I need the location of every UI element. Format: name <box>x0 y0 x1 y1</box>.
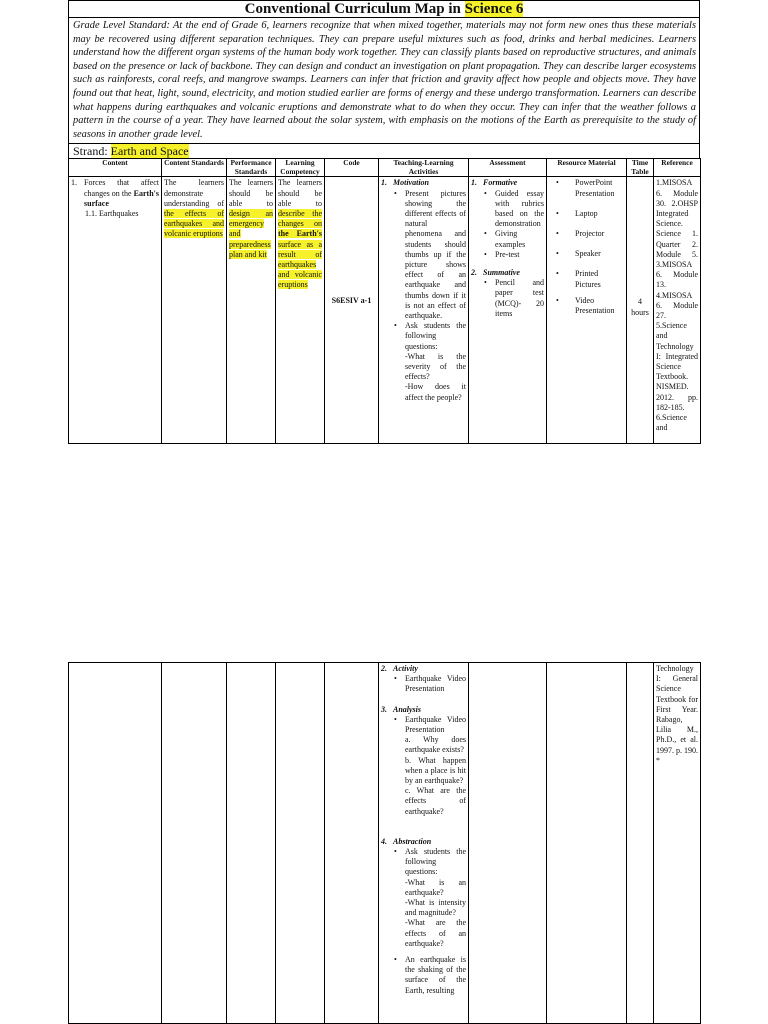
tla-step-analysis <box>381 705 466 817</box>
assessment-item: • Pre-test <box>483 250 544 260</box>
strand-row <box>68 143 700 158</box>
resource-item: • PowerPoint Presentation <box>555 178 624 198</box>
table-row <box>69 663 701 1024</box>
lc-highlight-earth: the Earth's <box>278 229 322 239</box>
header-content: Content <box>69 159 162 177</box>
tla-step-number: 1. <box>381 178 387 188</box>
title-subject: Science 6 <box>464 1 524 17</box>
tla-step-number: 2. <box>381 664 387 673</box>
assessment-number: 1. <box>471 178 477 188</box>
tla-question: -What are the effects of an earthquake? <box>405 918 466 948</box>
header-time-table: Time Table <box>627 159 654 177</box>
tla-bullets <box>393 715 466 817</box>
tla-step-abstraction <box>381 837 466 996</box>
tla-bullet: • An earthquake is the shaking of the surface of the Earth, resulting <box>393 955 466 996</box>
ps-text: The learners should be able to <box>229 178 273 208</box>
assessment-summative <box>471 268 544 319</box>
page-title <box>68 0 700 17</box>
header-resource-material: Resource Material <box>547 159 627 177</box>
cell-content-standards <box>162 177 227 444</box>
cell-performance-standards <box>227 663 276 1024</box>
tla-question: b. What happen when a place is hit by an earthquake? <box>405 755 466 786</box>
tla-bullet <box>393 321 466 403</box>
cell-content-standards <box>162 663 227 1024</box>
content-subtopic: 1.1. Earthquakes <box>85 208 139 218</box>
ps-highlight: design an emergency and preparedness plan and kit <box>229 208 273 259</box>
tla-bullets <box>393 847 466 996</box>
tla-step-number: 4. <box>381 836 387 846</box>
cell-reference: Technology I: General Science Textbook for First Year. Rabago, Lilia M., Ph.D., et al. 1997. p. 190. * <box>654 663 701 1024</box>
cell-time-table <box>627 663 654 1024</box>
cell-content <box>69 663 162 1024</box>
curriculum-page-2 <box>68 662 700 1024</box>
cs-text: The learners demonstrate understanding of <box>164 178 224 208</box>
curriculum-table-continued <box>68 662 701 1024</box>
assessment-steps <box>471 178 544 319</box>
header-performance-standards: Performance Standards <box>227 159 276 177</box>
tla-question: -What is the severity of the effects? <box>405 351 466 382</box>
cell-resource-material <box>547 663 627 1024</box>
header-teaching-learning-activities: Teaching-Learning Activities <box>379 159 469 177</box>
cs-highlight: the effects of earthquakes and volcanic eruptions <box>164 208 224 239</box>
tla-step-heading: Motivation <box>393 178 430 188</box>
curriculum-page-1 <box>68 0 700 444</box>
content-text: Forces that affect changes on the <box>84 178 159 198</box>
resource-item: • Printed Pictures <box>555 269 624 289</box>
table-row <box>69 177 701 444</box>
tla-question: -What is intensity and magnitude? <box>405 898 466 918</box>
cell-learning-competency <box>276 663 325 1024</box>
cell-content <box>69 177 162 444</box>
header-reference: Reference <box>654 159 701 177</box>
tla-step-heading: Activity <box>393 664 418 673</box>
cell-performance-standards <box>227 177 276 444</box>
tla-steps <box>381 178 466 402</box>
cell-learning-competency <box>276 177 325 444</box>
assessment-item: • Giving examples <box>483 229 544 249</box>
tla-bullet <box>393 847 466 949</box>
cell-teaching-learning <box>379 663 469 1024</box>
curriculum-table <box>68 158 701 444</box>
assessment-heading: Formative <box>483 178 518 188</box>
cell-reference: 1.MISOSA 6. Module 30. 2.OHSP Integrated Science. Science 1. Quarter 2. Module 5. 3.MISOSA 6. Module 13. 4.MISOSA 6. Module 27. 5.Science and Technology I: Integrated Science Textbook. NISMED. 2012. pp. 182-185. 6.Science and <box>654 177 701 444</box>
lc-highlight-3: surface as a result of earthquakes and volcanic eruptions <box>278 239 322 290</box>
cell-time-table: 4 hours <box>627 177 654 444</box>
assessment-number: 2. <box>471 267 477 277</box>
title-prefix: Conventional Curriculum Map in <box>244 1 465 17</box>
cell-teaching-learning <box>379 177 469 444</box>
content-number: 1. <box>71 178 77 188</box>
content-earth-surface: Earth's surface <box>84 188 159 208</box>
tla-question: -What is an earthquake? <box>405 877 466 897</box>
header-code: Code <box>325 159 379 177</box>
spacer <box>381 817 466 837</box>
tla-bullet: • Present pictures showing the different effects of natural phenomena and students should thumbs up if the picture shows effect of an earthquake and thumbs down if it is not an effect of earthquake. <box>393 189 466 322</box>
cell-code <box>325 663 379 1024</box>
tla-bullet-text: Ask students the following questions: <box>405 847 466 877</box>
header-learning-competency: Learning Competency <box>276 159 325 177</box>
resource-list <box>549 178 624 316</box>
tla-question: -How does it affect the people? <box>405 382 466 402</box>
assessment-item: • Pencil and paper test (MCQ)- 20 items <box>483 278 544 319</box>
resource-item: • Laptop <box>555 209 624 219</box>
tla-question: c. What are the effects of earthquake? <box>405 786 466 816</box>
grade-level-standard: Grade Level Standard: At the end of Grade 6, learners recognize that when mixed together, materials may not form new ones thus these materials may be recovered using different separation techniques. They can prepare useful mixtures such as food, drinks and herbal medicines. Learners understand how the different organ systems of the human body work together. They can classify plants based on reproductive structures, and animals based on the presence or lack of backbone. They can design and conduct an investigation on plant propagation. They can describe larger ecosystems such as rainforests, coral reefs, and mangrove swamps. Learners can infer that friction and gravity affect how people and objects move. They have found out that heat, light, sound, electricity, and motion studied earlier are forms of energy and these undergo transformation. Learners can describe what happens during earthquakes and volcanic eruptions and demonstrate what to do when they occur. They can infer that the weather follows a pattern in the course of a year. They have learned about the solar system, with emphasis on the motions of the Earth as prerequisite to the study of seasons in another grade level. <box>68 17 700 143</box>
header-row <box>69 159 701 177</box>
content-item <box>71 178 159 209</box>
tla-step-number: 3. <box>381 704 387 714</box>
header-assessment: Assessment <box>469 159 547 177</box>
cell-assessment <box>469 177 547 444</box>
tla-step-activity <box>381 664 466 695</box>
resource-item: • Projector <box>555 229 624 239</box>
tla-step-heading: Abstraction <box>393 836 432 846</box>
spacer <box>471 260 544 268</box>
summative-items <box>483 278 544 319</box>
resource-item: • Speaker <box>555 249 624 259</box>
cell-assessment <box>469 663 547 1024</box>
tla-bullets <box>393 674 466 694</box>
strand-value: Earth and Space <box>110 144 189 159</box>
resource-item: • Video Presentation <box>555 296 624 316</box>
tla-step-motivation <box>381 178 466 402</box>
strand-label: Strand: <box>73 144 111 159</box>
tla-bullet-text: Ask students the following questions: <box>405 321 466 351</box>
cell-resource-material <box>547 177 627 444</box>
header-content-standards: Content Standards <box>162 159 227 177</box>
assessment-item: • Guided essay with rubrics based on the demonstration <box>483 189 544 230</box>
tla-bullet: • Earthquake Video Presentation <box>393 674 466 694</box>
assessment-heading: Summative <box>483 267 520 277</box>
tla-bullet <box>393 715 466 817</box>
cell-code: S6ESIV a-1 <box>325 177 379 444</box>
assessment-formative <box>471 178 544 260</box>
tla-bullet-text: Earthquake Video Presentation <box>405 714 466 735</box>
lc-highlight-1: describe the changes on <box>278 208 322 229</box>
tla-bullets <box>393 189 466 403</box>
tla-question: a. Why does earthquake exists? <box>405 735 466 755</box>
lc-text: The learners should be able to <box>278 178 322 208</box>
tla-steps <box>381 664 466 996</box>
tla-step-heading: Analysis <box>393 704 422 714</box>
formative-items <box>483 189 544 260</box>
spacer <box>381 695 466 705</box>
